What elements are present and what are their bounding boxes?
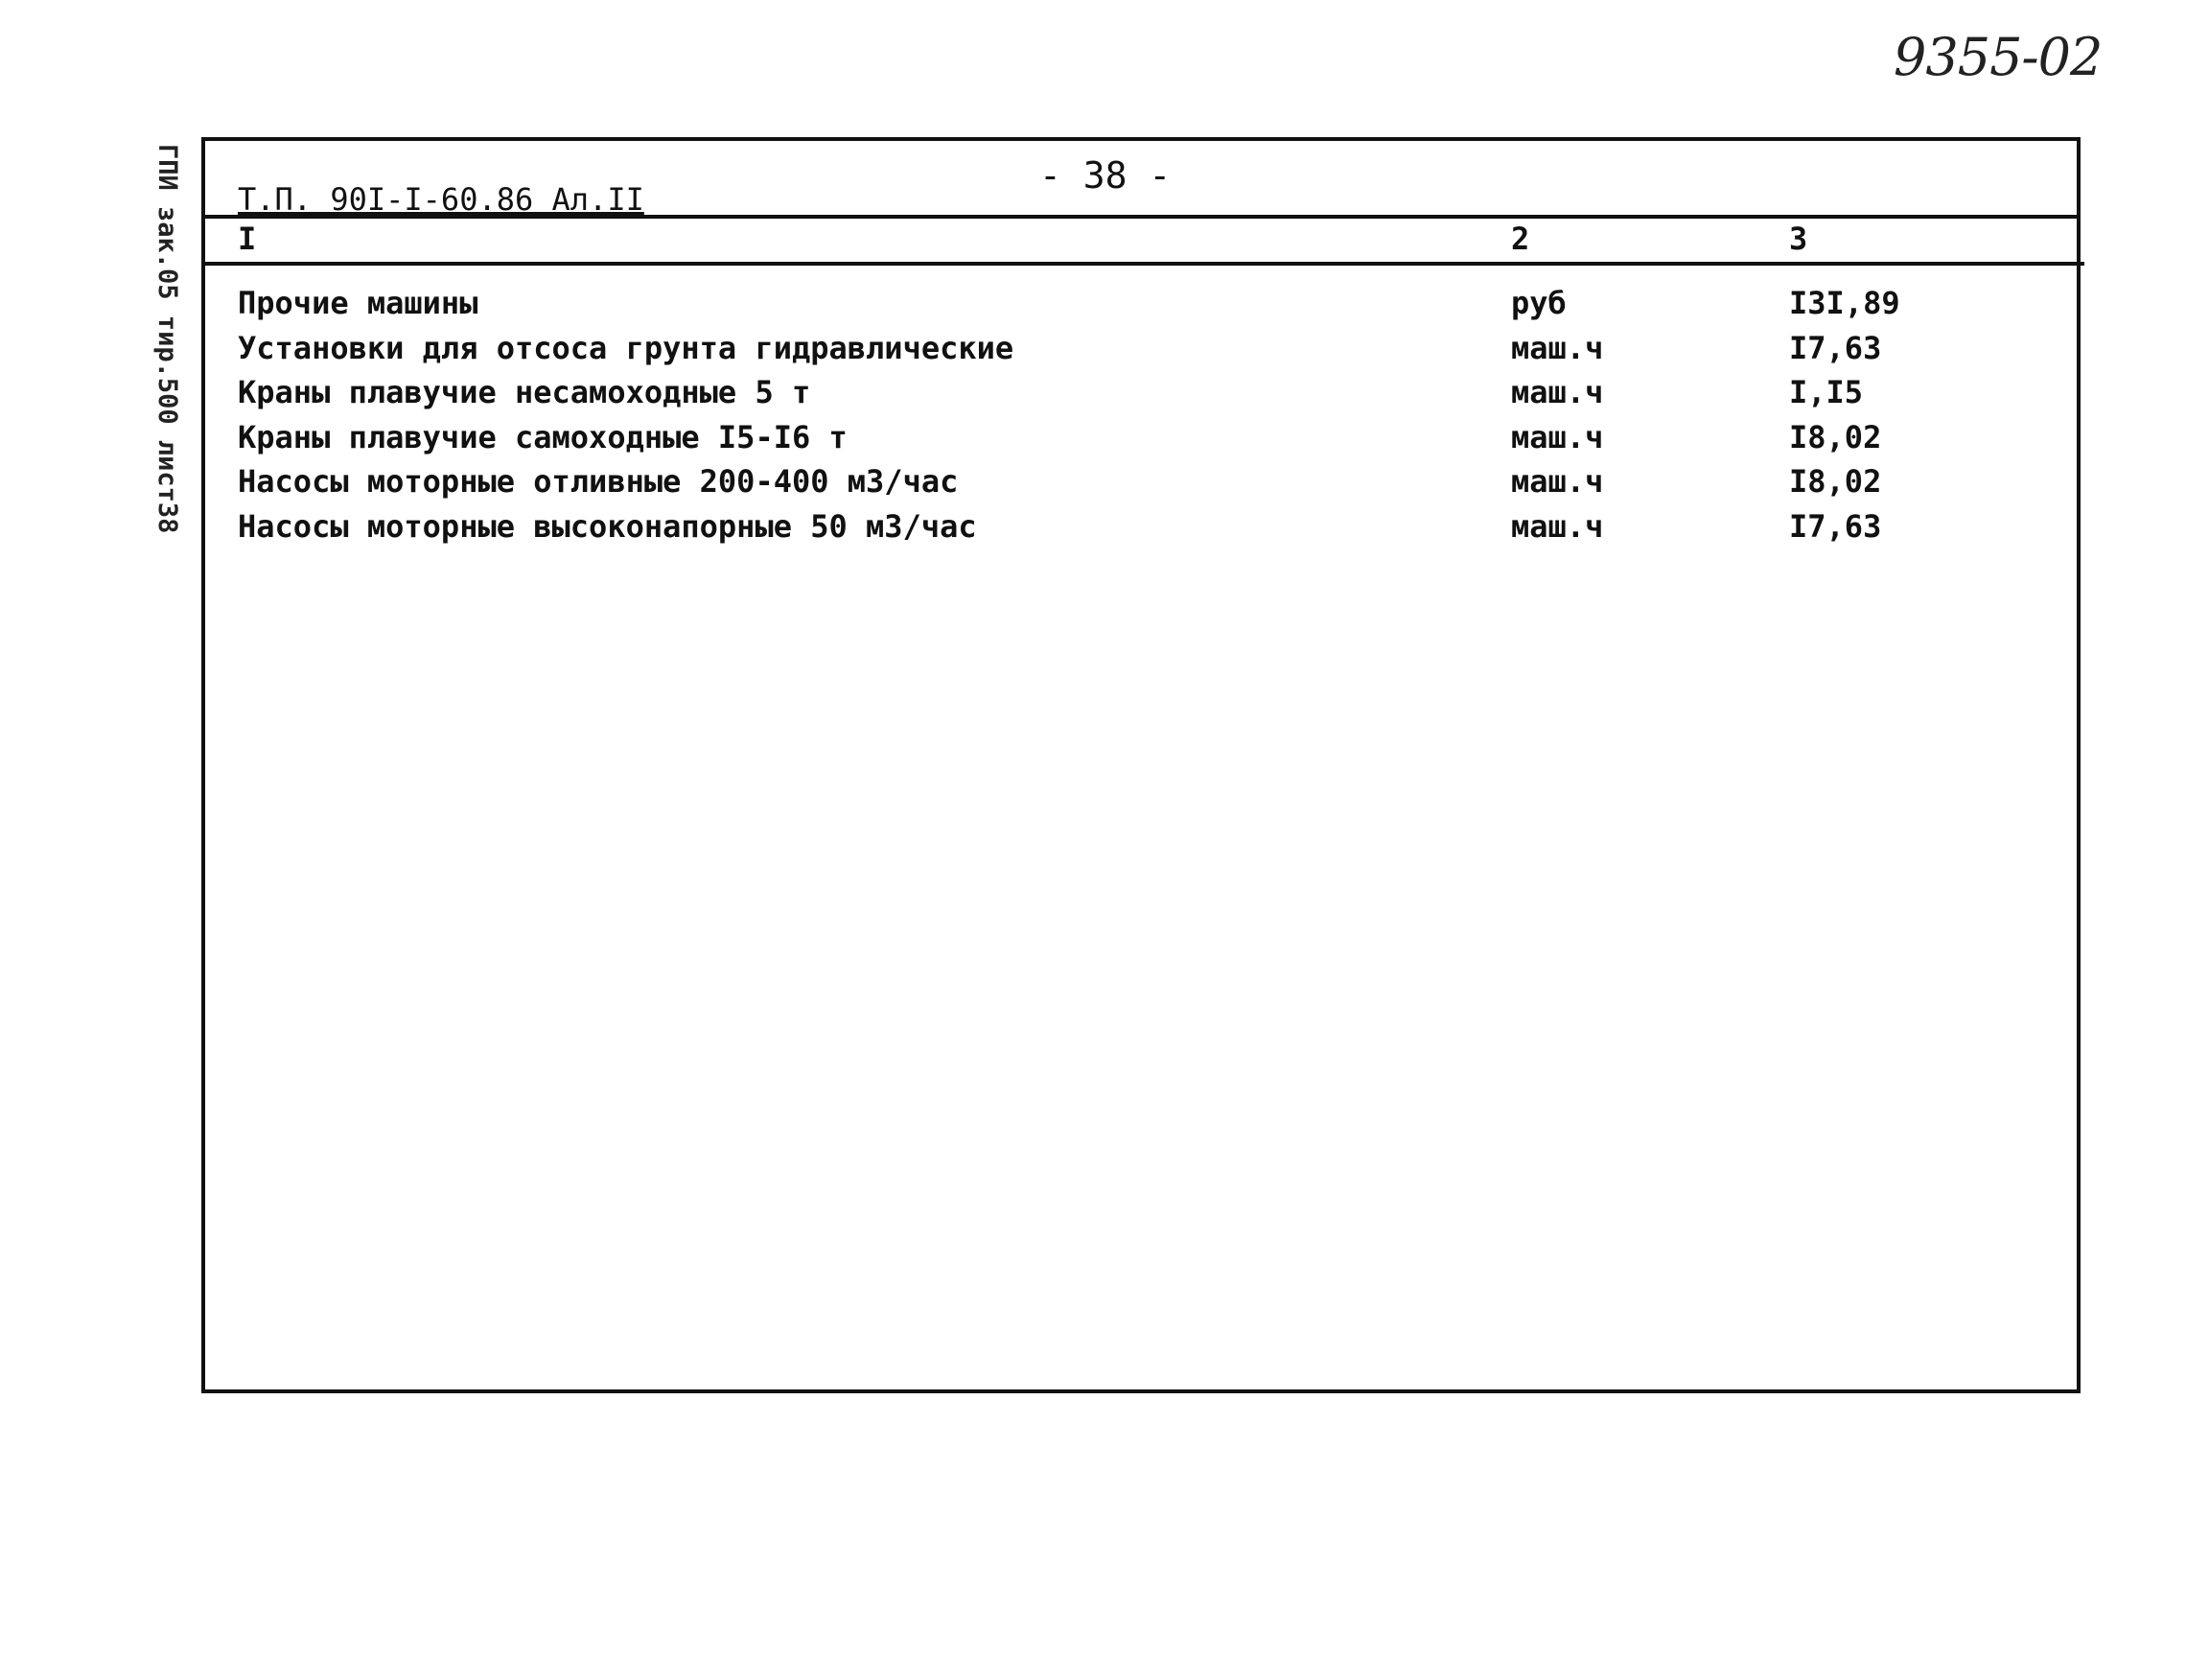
table-row [205, 285, 2077, 330]
document-code: Т.П. 90I-I-60.86 Ал.II [238, 181, 644, 218]
column-header-2: 2 [1511, 221, 1530, 257]
row-value: I7,63 [1789, 507, 1882, 545]
row-name: Краны плавучие самоходные I5-I6 т [238, 418, 848, 455]
row-unit: маш.ч [1511, 418, 1604, 455]
table-row [205, 463, 2077, 508]
row-value: I8,02 [1789, 463, 1882, 500]
column-header-row [205, 215, 2084, 266]
row-unit: маш.ч [1511, 507, 1604, 545]
table-row [205, 374, 2077, 419]
row-name: Краны плавучие несамоходные 5 т [238, 374, 811, 410]
sheet-header [205, 141, 2077, 219]
table-row [205, 508, 2077, 553]
sheet-number: - 38 - [1039, 154, 1172, 197]
row-name: Установки для отсоса грунта гидравлические [238, 329, 1014, 366]
side-stamp: ГПИ зак.05 тир.500 лист38 [152, 144, 182, 534]
table-body [205, 285, 2077, 552]
row-unit: маш.ч [1511, 463, 1604, 500]
row-unit: маш.ч [1511, 374, 1604, 410]
column-header-1: I [238, 221, 257, 257]
row-name: Прочие машины [238, 285, 478, 321]
row-value: I8,02 [1789, 418, 1882, 455]
row-name: Насосы моторные высоконапорные 50 м3/час [238, 507, 977, 545]
row-value: I7,63 [1789, 329, 1882, 366]
row-unit: маш.ч [1511, 329, 1604, 366]
row-name: Насосы моторные отливные 200-400 м3/час [238, 463, 959, 500]
column-header-3: 3 [1789, 221, 1808, 257]
document-sheet [201, 137, 2081, 1393]
row-value: I,I5 [1789, 374, 1864, 410]
table-row [205, 330, 2077, 375]
table-row [205, 419, 2077, 464]
row-unit: руб [1511, 285, 1567, 321]
handwritten-document-number: 9355-02 [1894, 27, 2103, 87]
row-value: I3I,89 [1789, 285, 1900, 321]
